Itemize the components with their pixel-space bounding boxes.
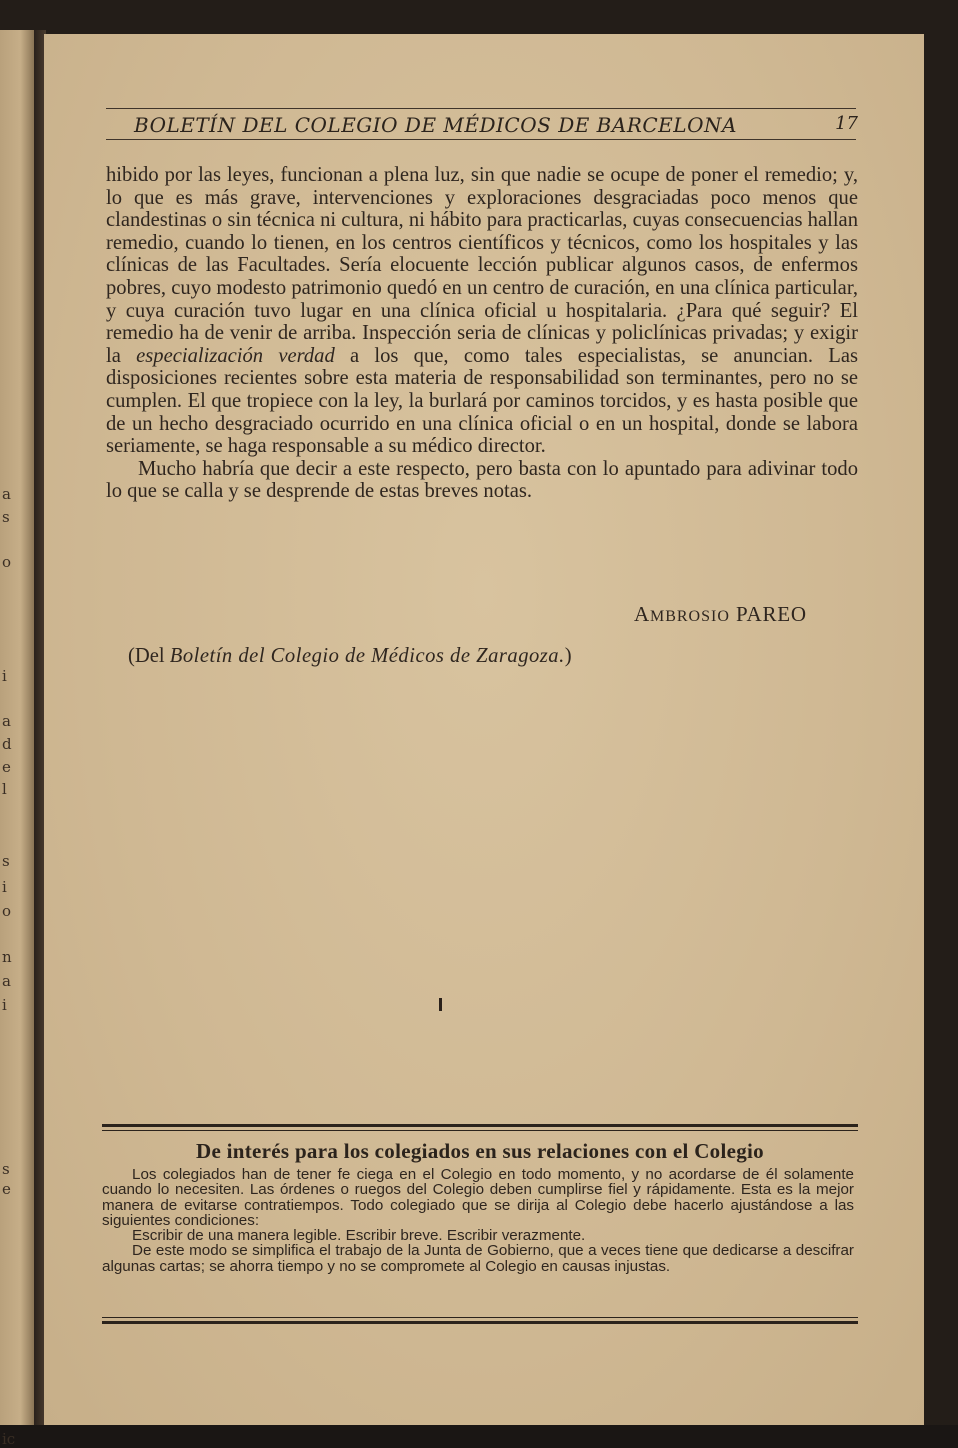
margin-char: o: [2, 553, 12, 571]
margin-char: i: [2, 996, 7, 1014]
facing-page-edge: [0, 30, 34, 1448]
author-signature: [634, 602, 807, 627]
margin-char: l: [2, 780, 7, 798]
signature-first-name: MBROSIO: [649, 608, 730, 625]
source-citation: [128, 645, 572, 668]
margin-char: i: [2, 667, 7, 685]
notice-title: De interés para los colegiados en sus relaciones con el Colegio: [196, 1139, 764, 1163]
notice-paragraph: Los colegiados han de tener fe ciega en el Colegio en todo momento, y no acordarse de él solamente cuando lo necesiten. Las órdenes o ruegos del Colegio deben cumplirse fiel y rápidamente. Esta es la mejor manera de evitarse contratiempos. Todo colegiado que se dirija al Colegio debe hacerlo ajustándose a las siguientes condiciones:: [102, 1166, 854, 1229]
margin-char: i: [2, 878, 7, 896]
paragraph: [106, 164, 858, 458]
paragraph: Mucho habría que decir a este respecto, pero basta con lo apuntado para adivinar todo lo que se calla y se desprende de estas breves notas.: [106, 457, 858, 503]
notice-bottom-rule: [102, 1321, 858, 1324]
signature-initial: A: [634, 602, 650, 626]
margin-char: d: [2, 735, 12, 753]
notice-paragraph: De este modo se simplifica el trabajo de la Junta de Gobierno, que a veces tiene que dedicarse a descifrar algunas cartas; se ahorra tiempo y no se compromete al Colegio en causas injustas.: [102, 1242, 854, 1275]
margin-char: a: [2, 972, 11, 990]
source-close: ): [564, 645, 572, 667]
signature-last-name: PAREO: [735, 602, 807, 626]
margin-char: n: [2, 948, 12, 966]
page: [44, 34, 924, 1425]
notice-body: [102, 1167, 854, 1274]
margin-char: s: [2, 1160, 10, 1178]
notice-bottom-rule-thin: [102, 1317, 858, 1318]
source-title: Boletín del Colegio de Médicos de Zaragoza.: [169, 645, 565, 667]
margin-char: s: [2, 508, 10, 526]
source-open: (Del: [128, 645, 165, 667]
margin-char: s: [2, 852, 10, 870]
margin-char: e: [2, 758, 11, 776]
ink-speck: [439, 998, 442, 1011]
article-body: [106, 164, 858, 503]
running-header: [106, 108, 856, 140]
margin-char: e: [2, 1180, 11, 1198]
journal-title: BOLETÍN DEL COLEGIO DE MÉDICOS DE BARCELONA: [134, 113, 737, 137]
margin-char: a: [2, 712, 11, 730]
notice-top-rule: [102, 1124, 858, 1127]
notice-paragraph: Escribir de una manera legible. Escribir breve. Escribir verazmente.: [132, 1227, 586, 1245]
page-number: 17: [835, 113, 858, 134]
paragraph-text: hibido por las leyes, funcionan a plena luz, sin que nadie se ocupe de poner el remedio; y, lo que es más grave, intervenciones y exploraciones desgraciadas poco menos que clandestinas o sin técnica ni cultura, ni hábito para practicarlas, cuyas consecuencias hallan remedio, cuando lo tienen, en los centros científicos y técnicos, como los hospitales y las clínicas de las Facultades. Sería elocuente lección publicar algunos casos, de enfermos pobres, cuyo modesto patrimonio quedó en un centro de curación, en una clínica particular, y cuya curación tuvo lugar en una clínica oficial u hospitalaria. ¿Para qué seguir? El remedio ha de venir de arriba. Inspección seria de clínicas y policlínicas privadas; y exigir la: [106, 164, 858, 367]
margin-char: o: [2, 902, 12, 920]
margin-char: ic: [2, 1430, 16, 1448]
emphasized-phrase: especialización verdad: [136, 344, 335, 367]
paragraph-text: a los que, como tales especialistas, se anuncian. Las disposiciones recientes sobre esta materia de responsabilidad son terminantes, pero no se cumplen. El que tropiece con la ley, la burlará por caminos torcidos, y es hasta posible que de un hecho desgraciado ocurrido en una clínica oficial o en un hospital, donde se labora seriamente, se haga responsable a su médico director.: [106, 344, 858, 458]
margin-char: a: [2, 485, 11, 503]
notice-top-rule-thin: [102, 1130, 858, 1131]
